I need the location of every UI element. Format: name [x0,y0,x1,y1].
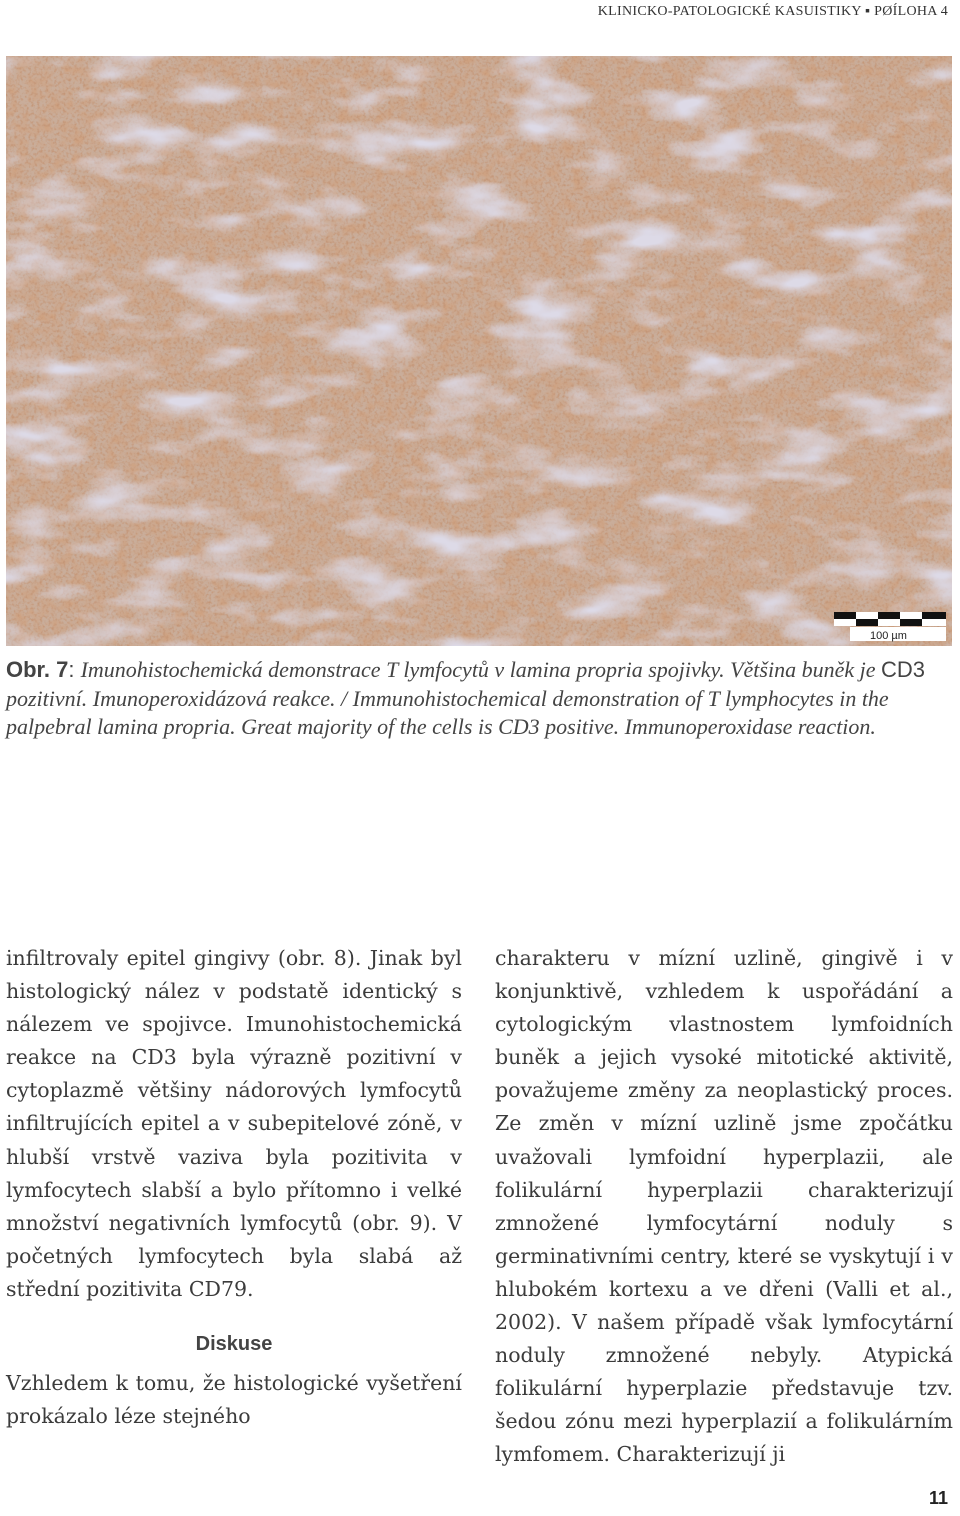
left-paragraph-1: infiltrovaly epitel gingivy (obr. 8). Jinak byl histologický nález v podstatě identický s nálezem ve spojivce. Imunohistochemická reakce na CD3 byla výrazně pozitivní v cytoplazmě většiny nádorových lymfocytů infiltrujících epitel a v subepitelové zóně, v hlubší vrstvě vaziva byla pozitivita v lymfocytech slabší a bylo přítomno i velké množství negativních lymfocytů (obr. 9). V početných lymfocytech byla slabá až střední pozitivita CD79. [6,946,462,1301]
caption-colon: : [68,657,81,682]
caption-label: Obr. 7 [6,657,69,682]
running-header: KLINICKO-PATOLOGICKÉ KASUISTIKY ▪ PØÍLOHA 4 [597,4,948,19]
caption-text-2: pozitivní. Imunoperoxidázová reakce. / Immunohistochemical demonstration of T lymphocytes in the palpebral lamina propria. Great majority of the cells is CD3 positive. Immunoperoxidase reaction. [6,685,889,739]
right-paragraph: charakteru v mízní uzlině, gingivě i v konjunktivě, vzhledem k uspořádání a cytologickým vlastnostem lymfoidních buněk a jejich vysoké mitotické aktivitě, považujeme změny za neoplastický proces. Ze změn v mízní uzlině jsme zpočátku uvažovali lymfoidní hyperplazii, ale folikulární hyperplazii charakterizují zmnožené lymfocytární noduly s germinativními centry, které se vyskytují i v hlubokém kortexu a ve dřeni (Valli et al., 2002). V našem případě však lymfocytární noduly zmnožené nebyly. Atypická folikulární hyperplazie představuje tzv. šedou zónu mezi hyperplazií a folikulárním lymfomem. Charakterizují ji [495,946,953,1467]
scale-bar [834,612,946,642]
figure-caption [6,656,952,742]
left-paragraph-2: Vzhledem k tomu, že histologické vyšetření prokázalo léze stejného [6,1371,462,1429]
micrograph-image [6,56,952,646]
section-heading-diskuse: Diskuse [195,1333,273,1356]
caption-cd3: CD3 [880,657,925,682]
right-column [495,942,953,1472]
micrograph-figure [6,56,952,646]
left-column [6,942,462,1433]
caption-text-1: Imunohistochemická demonstrace T lymfocytů v lamina propria spojivky. Většina buněk je [80,657,881,682]
scale-bar-label: 100 µm [870,630,907,642]
page-number: 11 [928,1488,948,1508]
